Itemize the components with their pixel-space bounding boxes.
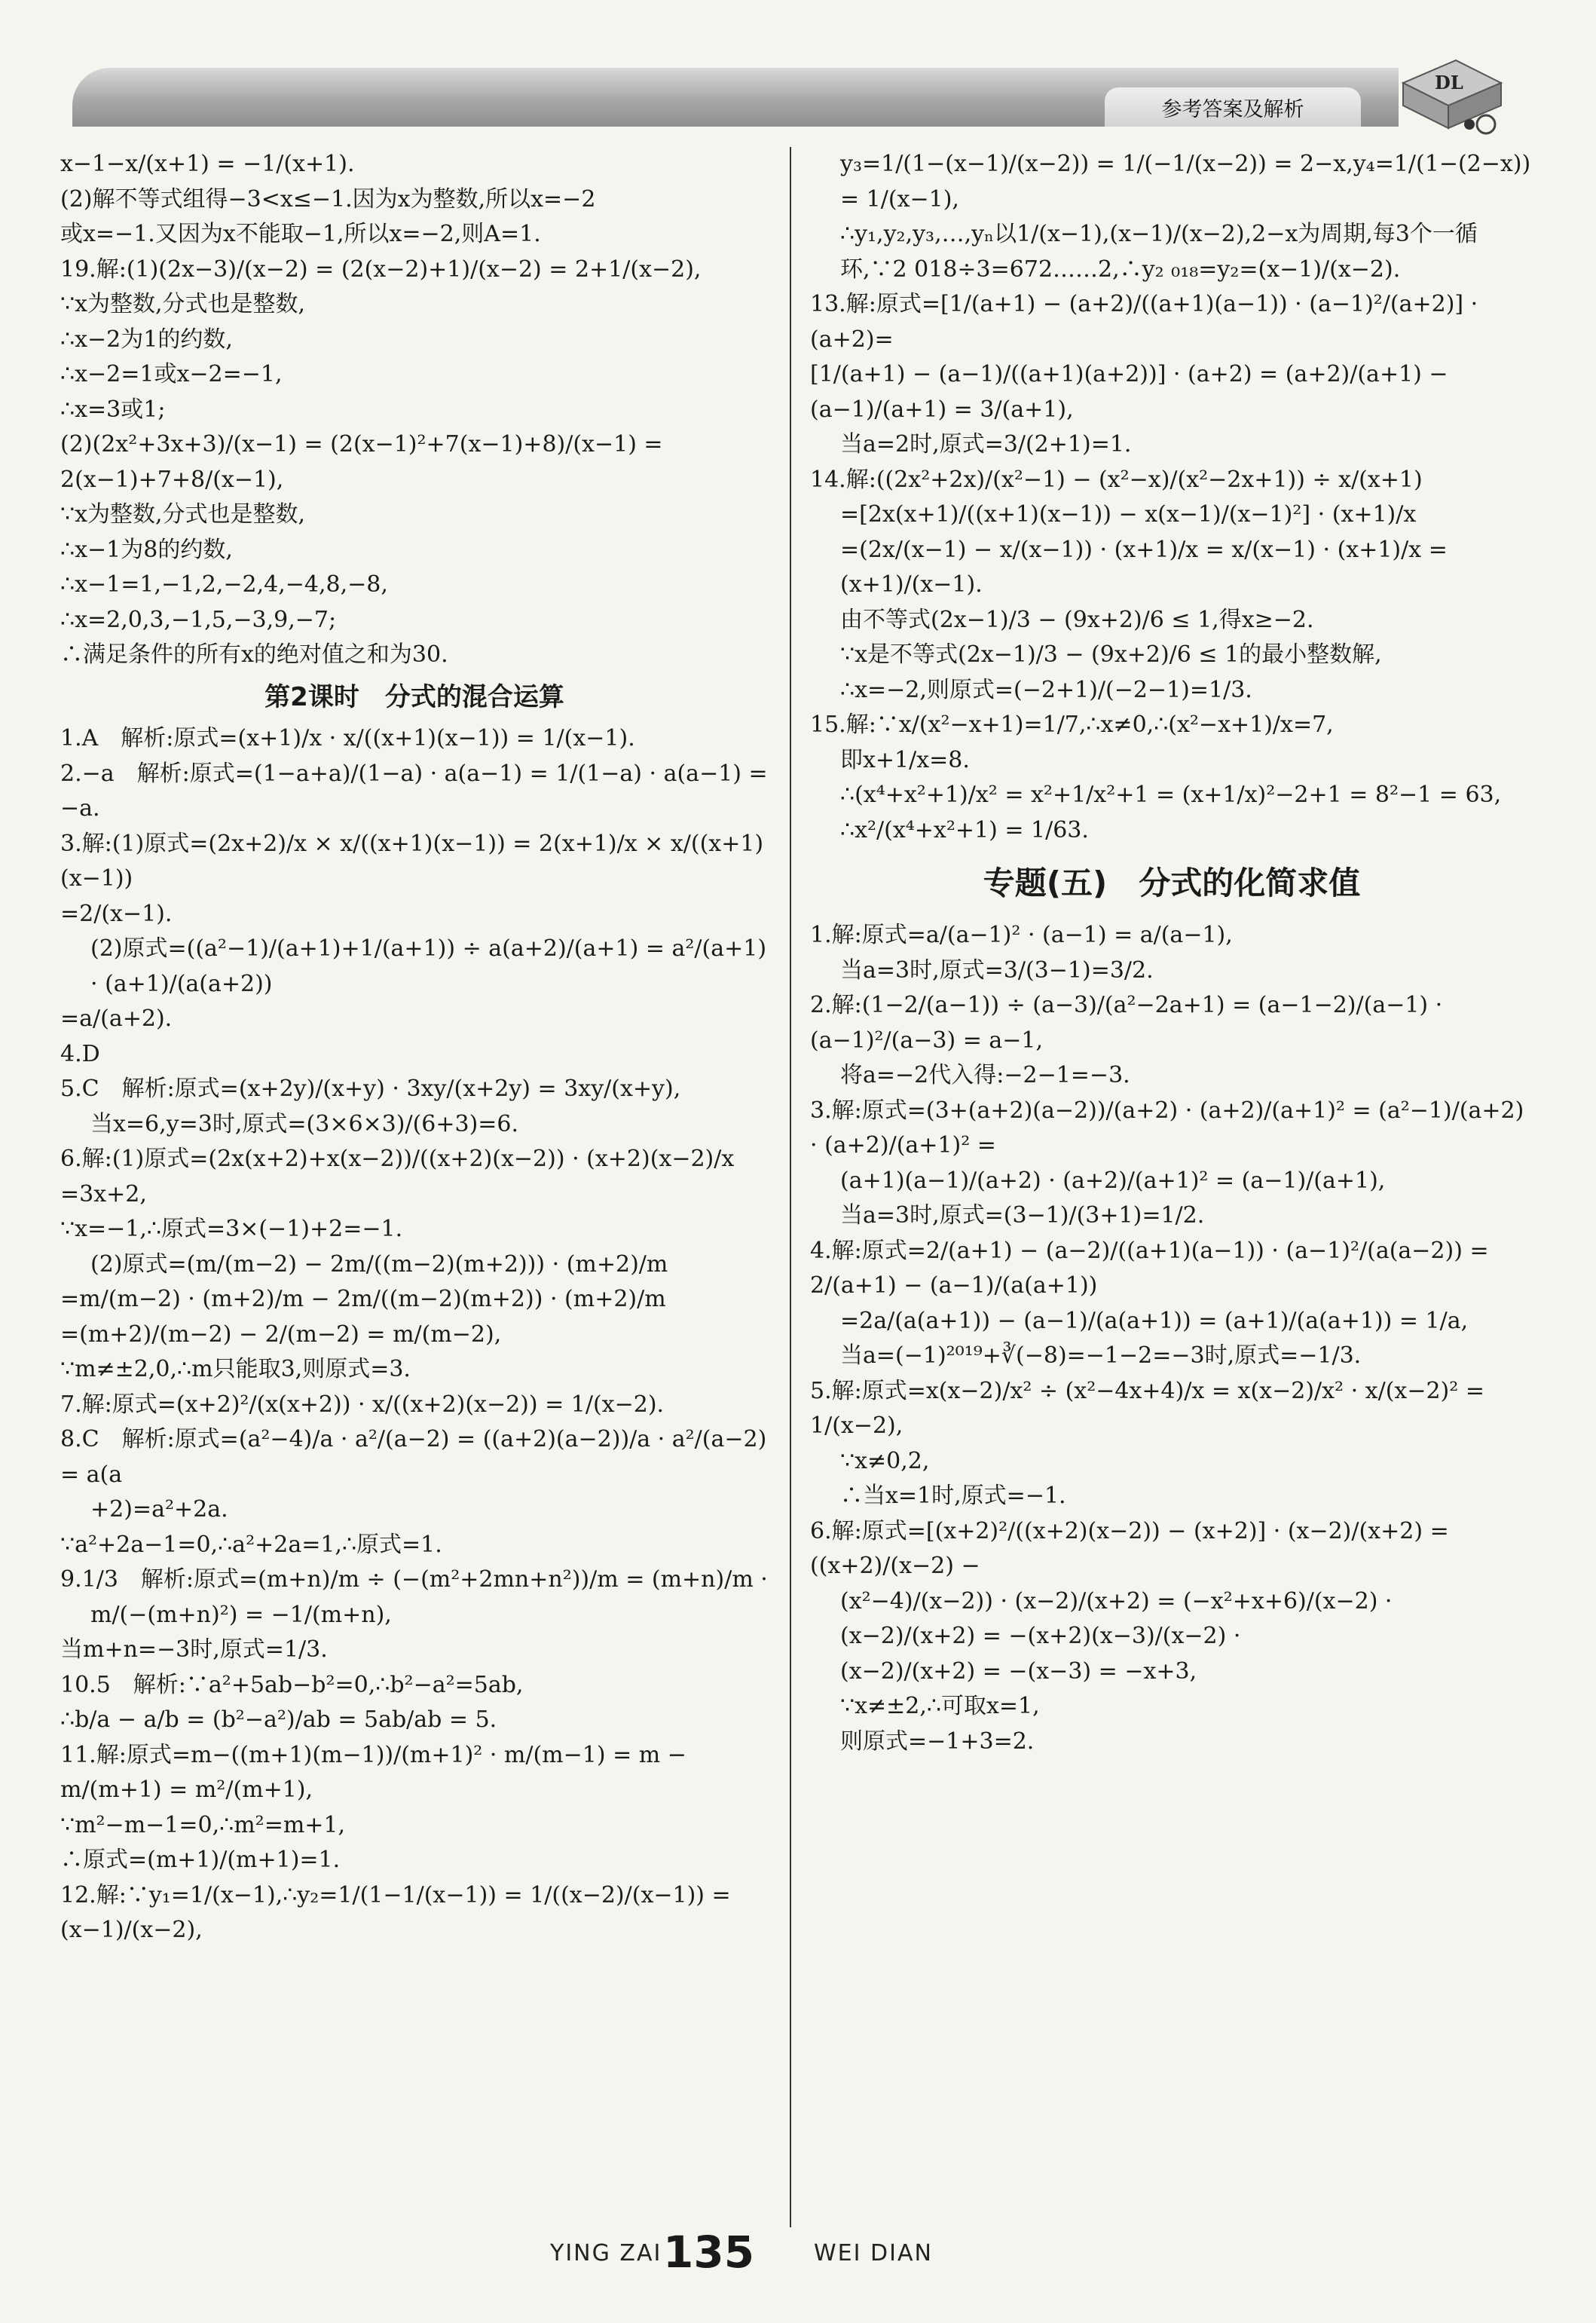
- answer-line: ∴原式=(m+1)/(m+1)=1.: [60, 1847, 341, 1874]
- answer-line: 将a=−2代入得:−2−1=−3.: [840, 1062, 1130, 1089]
- answer-line: 11.解:原式=m−((m+1)(m−1))/(m+1)² · m/(m−1) = m − m/(m+1) = m²/(m+1),: [60, 1741, 694, 1804]
- answer-line: =[2x(x+1)/((x+1)(x−1)) − x(x−1)/(x−1)²] · (x+1)/x: [840, 501, 1417, 528]
- left-column: [60, 147, 775, 1948]
- answer-line: =(m+2)/(m−2) − 2/(m−2) = m/(m−2),: [60, 1321, 502, 1348]
- column-divider: [790, 147, 791, 2227]
- answer-line: +2)=a²+2a.: [90, 1496, 228, 1523]
- answer-line: =2/(x−1).: [60, 900, 173, 927]
- answer-line: ∴x−2=1或x−2=−1,: [60, 361, 283, 387]
- answer-line: 5.C 解析:原式=(x+2y)/(x+y) · 3xy/(x+2y) = 3xy/(x+y),: [60, 1076, 681, 1103]
- answer-line: =2a/(a(a+1)) − (a−1)/(a(a+1)) = (a+1)/(a(a+1)) = 1/a,: [840, 1307, 1469, 1334]
- answer-line: 9.1/3 解析:原式=(m+n)/m ÷ (−(m²+2mn+n²))/m = (m+n)/m ·: [60, 1566, 768, 1593]
- answer-line: (x²−4)/(x−2)) · (x−2)/(x+2) = (−x²+x+6)/(x−2) · (x−2)/(x+2) = −(x+2)(x−3)/(x−2) ·: [840, 1587, 1400, 1650]
- answer-line: 6.解:(1)原式=(2x(x+2)+x(x−2))/((x+2)(x−2)) · (x+2)(x−2)/x: [60, 1146, 735, 1173]
- answer-line: m/(−(m+n)²) = −1/(m+n),: [90, 1601, 392, 1628]
- answer-line: 14.解:((2x²+2x)/(x²−1) − (x²−x)/(x²−2x+1)) ÷ x/(x+1): [810, 466, 1423, 493]
- answer-line: 当a=2时,原式=3/(2+1)=1.: [840, 431, 1132, 458]
- answer-line: ∴x−1为8的约数,: [60, 536, 233, 563]
- answer-line: =3x+2,: [60, 1180, 147, 1207]
- answer-line: 19.解:(1)(2x−3)/(x−2) = (2(x−2)+1)/(x−2) = 2+1/(x−2),: [60, 256, 702, 283]
- answer-line: =m/(m−2) · (m+2)/m − 2m/((m−2)(m+2)) · (m+2)/m: [60, 1286, 666, 1313]
- section-heading: 第2课时 分式的混合运算: [264, 681, 564, 712]
- answer-line: 当a=3时,原式=3/(3−1)=3/2.: [840, 956, 1154, 984]
- answer-line: =a/(a+2).: [60, 1005, 173, 1033]
- answer-line: 即x+1/x=8.: [840, 746, 970, 773]
- footer-right-text: WEI DIAN: [814, 2240, 933, 2266]
- answer-line: ∵a²+2a−1=0,∴a²+2a=1,∴原式=1.: [60, 1531, 442, 1558]
- answer-line: ∴(x⁴+x²+1)/x² = x²+1/x²+1 = (x+1/x)²−2+1 = 8²−1 = 63,: [840, 782, 1502, 808]
- answer-line: ∵m²−m−1=0,∴m²=m+1,: [60, 1811, 346, 1838]
- answer-line: ∴b/a − a/b = (b²−a²)/ab = 5ab/ab = 5.: [60, 1706, 497, 1734]
- section-heading: 专题(五) 分式的化简求值: [983, 865, 1361, 901]
- answer-line: 当x=6,y=3时,原式=(3×6×3)/(6+3)=6.: [90, 1110, 519, 1137]
- page-footer: [0, 2224, 1596, 2284]
- answer-line: ∴x=2,0,3,−1,5,−3,9,−7;: [60, 606, 337, 633]
- footer-left-text: YING ZAI: [550, 2240, 662, 2266]
- answer-line: 8.C 解析:原式=(a²−4)/a · a²/(a−2) = ((a+2)(a−2))/a · a²/(a−2) = a(a: [60, 1426, 774, 1488]
- answer-line: 则原式=−1+3=2.: [840, 1728, 1035, 1755]
- answer-line: 当m+n=−3时,原式=1/3.: [60, 1636, 328, 1663]
- answer-line: 15.解:∵x/(x²−x+1)=1/7,∴x≠0,∴(x²−x+1)/x=7,: [810, 712, 1334, 738]
- answer-line: (a+1)(a−1)/(a+2) · (a+2)/(a+1)² = (a−1)/(a+1),: [840, 1167, 1386, 1194]
- answer-line: ∵x≠0,2,: [840, 1447, 930, 1474]
- answer-line: y₃=1/(1−(x−1)/(x−2)) = 1/(−1/(x−2)) = 2−x,y₄=1/(1−(2−x)) = 1/(x−1),: [840, 151, 1538, 213]
- answer-line: ∵x为整数,分式也是整数,: [60, 501, 306, 528]
- answer-line: ∴x²/(x⁴+x²+1) = 1/63.: [840, 816, 1089, 843]
- answer-line: 由不等式(2x−1)/3 − (9x+2)/6 ≤ 1,得x≥−2.: [840, 606, 1314, 633]
- answer-line: ∴y₁,y₂,y₃,…,yₙ以1/(x−1),(x−1)/(x−2),2−x为周期,每3个一循: [840, 221, 1478, 247]
- answer-line: ∴当x=1时,原式=−1.: [840, 1483, 1066, 1510]
- answer-line: (2)原式=(m/(m−2) − 2m/((m−2)(m+2))) · (m+2)/m: [90, 1250, 668, 1278]
- answer-line: 7.解:原式=(x+2)²/(x(x+2)) · x/((x+2)(x−2)) = 1/(x−2).: [60, 1391, 665, 1418]
- answer-line: 2.解:(1−2/(a−1)) ÷ (a−3)/(a²−2a+1) = (a−1−2)/(a−1) · (a−1)²/(a−3) = a−1,: [810, 992, 1450, 1054]
- answer-line: 环,∵2 018÷3=672……2,∴y₂ ₀₁₈=y₂=(x−1)/(x−2).: [840, 256, 1401, 283]
- answer-line: ∵x为整数,分式也是整数,: [60, 291, 306, 317]
- answer-line: [1/(a+1) − (a−1)/((a+1)(a+2))] · (a+2) = (a+2)/(a+1) − (a−1)/(a+1) = 3/(a+1),: [810, 361, 1456, 423]
- answer-line: 1.A 解析:原式=(x+1)/x · x/((x+1)(x−1)) = 1/(x−1).: [60, 725, 635, 752]
- answer-line: 5.解:原式=x(x−2)/x² ÷ (x²−4x+4)/x = x(x−2)/x² · x/(x−2)² = 1/(x−2),: [810, 1377, 1492, 1440]
- answer-line: 1.解:原式=a/(a−1)² · (a−1) = a/(a−1),: [810, 922, 1233, 949]
- answer-line: =(2x/(x−1) − x/(x−1)) · (x+1)/x = x/(x−1) · (x+1)/x = (x+1)/(x−1).: [840, 536, 1455, 598]
- answer-line: 13.解:原式=[1/(a+1) − (a+2)/((a+1)(a−1)) · (a−1)²/(a+2)] · (a+2)=: [810, 291, 1485, 353]
- answer-line: (x−2)/(x+2) = −(x−3) = −x+3,: [840, 1657, 1197, 1685]
- header-band: [72, 68, 1399, 127]
- answer-line: ∵x是不等式(2x−1)/3 − (9x+2)/6 ≤ 1的最小整数解,: [840, 641, 1382, 668]
- answer-line: 3.解:(1)原式=(2x+2)/x × x/((x+1)(x−1)) = 2(x+1)/x × x/((x+1)(x−1)): [60, 830, 764, 892]
- right-column: [810, 147, 1538, 1759]
- answer-line: 6.解:原式=[(x+2)²/((x+2)(x−2)) − (x+2)] · (x−2)/(x+2) = ((x+2)/(x−2) −: [810, 1517, 1457, 1580]
- answer-line: ∴满足条件的所有x的绝对值之和为30.: [60, 641, 448, 668]
- answer-line: 或x=−1.又因为x不能取−1,所以x=−2,则A=1.: [60, 221, 541, 247]
- answer-line: 4.解:原式=2/(a+1) − (a−2)/((a+1)(a−1)) · (a−1)²/(a(a−2)) = 2/(a+1) − (a−1)/(a(a+1)): [810, 1237, 1497, 1299]
- answer-line: (2)解不等式组得−3<x≤−1.因为x为整数,所以x=−2: [60, 185, 596, 213]
- answer-line: 10.5 解析:∵a²+5ab−b²=0,∴b²−a²=5ab,: [60, 1671, 524, 1698]
- answer-line: (2)原式=((a²−1)/(a+1)+1/(a+1)) ÷ a(a+2)/(a+1) = a²/(a+1) · (a+1)/(a(a+2)): [90, 935, 774, 997]
- publisher-logo-icon: [1388, 53, 1509, 143]
- header-title: 参考答案及解析: [1105, 87, 1361, 127]
- answer-line: ∴x=3或1;: [60, 396, 166, 423]
- answer-line: 4.D: [60, 1040, 100, 1067]
- answer-line: 当a=3时,原式=(3−1)/(3+1)=1/2.: [840, 1202, 1205, 1229]
- answer-line: ∴x−1=1,−1,2,−2,4,−4,8,−8,: [60, 571, 388, 598]
- page-number: 135: [663, 2227, 755, 2278]
- answer-line: 12.解:∵y₁=1/(x−1),∴y₂=1/(1−1/(x−1)) = 1/((x−2)/(x−1)) = (x−1)/(x−2),: [60, 1881, 738, 1944]
- logo-text: DL: [1435, 72, 1463, 93]
- answer-line: ∴x=−2,则原式=(−2+1)/(−2−1)=1/3.: [840, 676, 1252, 703]
- answer-line: ∵m≠±2,0,∴m只能取3,则原式=3.: [60, 1356, 411, 1383]
- answer-line: x−1−x/(x+1) = −1/(x+1).: [60, 151, 355, 177]
- answer-line: ∴x−2为1的约数,: [60, 326, 233, 353]
- answer-line: ∵x=−1,∴原式=3×(−1)+2=−1.: [60, 1216, 403, 1243]
- answer-line: ∵x≠±2,∴可取x=1,: [840, 1693, 1040, 1720]
- answer-line: (2)(2x²+3x+3)/(x−1) = (2(x−1)²+7(x−1)+8)/(x−1) = 2(x−1)+7+8/(x−1),: [60, 431, 671, 493]
- answer-line: 2.−a 解析:原式=(1−a+a)/(1−a) · a(a−1) = 1/(1−a) · a(a−1) = −a.: [60, 760, 775, 822]
- answer-line: 3.解:原式=(3+(a+2)(a−2))/(a+2) · (a+2)/(a+1)² = (a²−1)/(a+2) · (a+2)/(a+1)² =: [810, 1097, 1531, 1159]
- answer-line: 当a=(−1)²⁰¹⁹+∛(−8)=−1−2=−3时,原式=−1/3.: [840, 1342, 1362, 1370]
